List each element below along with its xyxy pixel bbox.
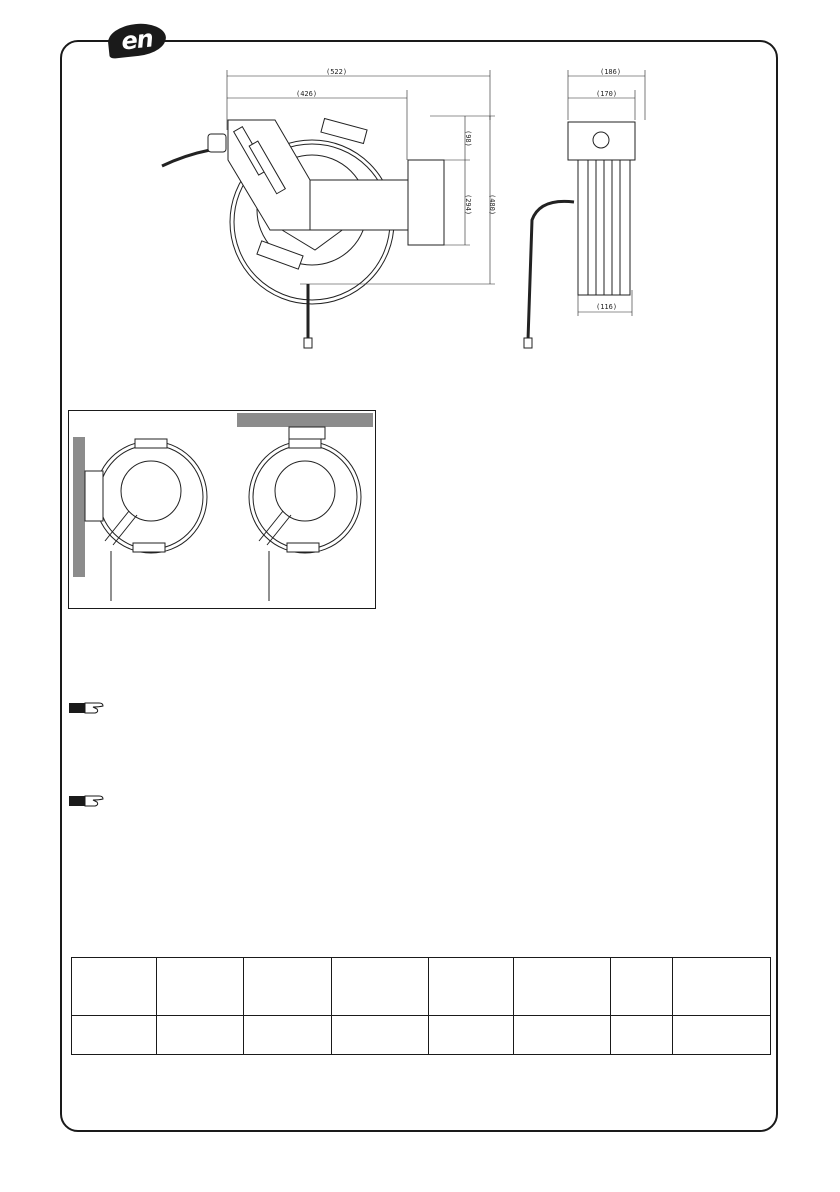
table-cell bbox=[429, 1016, 514, 1055]
side-view-drawing bbox=[510, 60, 670, 360]
dim-side-body-width: (170) bbox=[596, 90, 618, 98]
pointing-hand-icon bbox=[69, 700, 105, 716]
table-header-cell bbox=[611, 958, 673, 1016]
language-code: en bbox=[119, 24, 155, 56]
pointing-hand-icon bbox=[69, 793, 105, 809]
dim-overall-height: (480) bbox=[488, 194, 496, 216]
dim-body-width: (426) bbox=[296, 90, 318, 98]
dim-side-base-width: (116) bbox=[596, 303, 618, 311]
mounting-positions-drawing bbox=[69, 411, 375, 608]
table-header-cell bbox=[332, 958, 429, 1016]
table-cell bbox=[244, 1016, 332, 1055]
wall-mount-strip bbox=[73, 437, 85, 577]
table-header-cell bbox=[673, 958, 771, 1016]
table-header-cell bbox=[429, 958, 514, 1016]
table-cell bbox=[332, 1016, 429, 1055]
dim-overall-width: (522) bbox=[326, 68, 348, 76]
table-cell bbox=[611, 1016, 673, 1055]
table-cell bbox=[157, 1016, 244, 1055]
mounting-positions-figure bbox=[68, 410, 376, 609]
table-header-cell bbox=[157, 958, 244, 1016]
table-header-cell bbox=[244, 958, 332, 1016]
spec-table bbox=[71, 957, 771, 1055]
dim-side-overall-width: (186) bbox=[600, 68, 622, 76]
table-cell bbox=[673, 1016, 771, 1055]
table-row bbox=[72, 1016, 771, 1055]
table-row bbox=[72, 958, 771, 1016]
table-header-cell bbox=[72, 958, 157, 1016]
brand-plate bbox=[135, 439, 167, 448]
table-cell bbox=[72, 1016, 157, 1055]
front-view-drawing bbox=[150, 60, 510, 360]
table-header-cell bbox=[514, 958, 611, 1016]
ceiling-mount-strip bbox=[237, 413, 373, 427]
table-cell bbox=[514, 1016, 611, 1055]
dim-bracket-height: (294) bbox=[464, 194, 472, 216]
dim-top-offset: (98) bbox=[464, 130, 472, 147]
